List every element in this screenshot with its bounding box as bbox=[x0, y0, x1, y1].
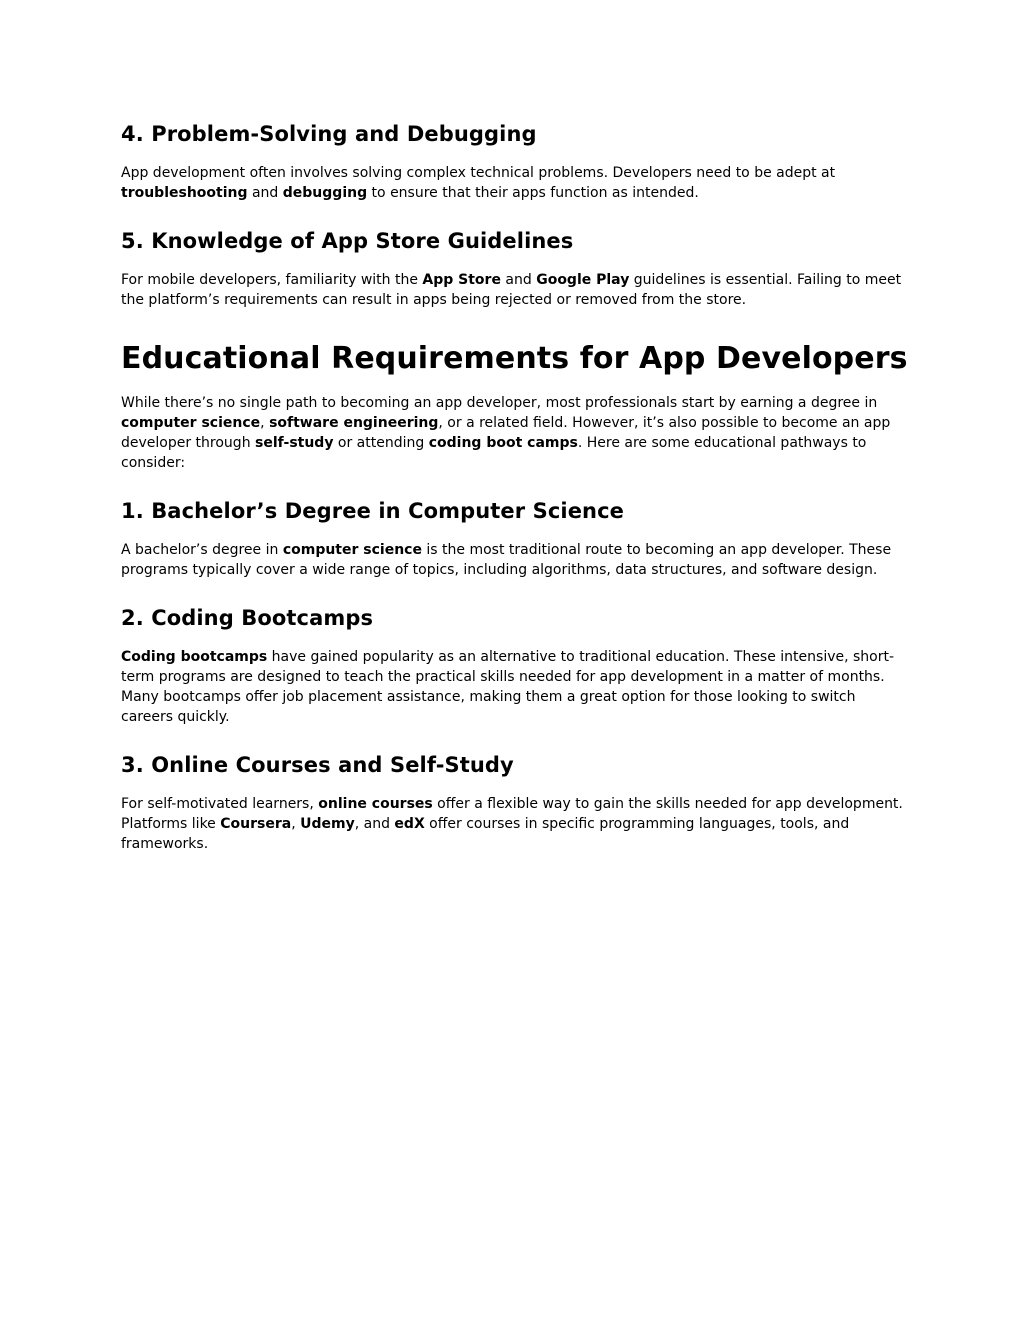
bold-coursera: Coursera bbox=[220, 816, 292, 832]
heading-problem-solving: 4. Problem-Solving and Debugging bbox=[121, 122, 537, 146]
paragraph-online-courses: For self-motivated learners, online courses offer a flexible way to gain the skills needed for app development. Platforms like Coursera, Udemy, and edX offer courses in specific programming languages, tools, and frameworks. bbox=[121, 796, 903, 852]
bold-coding-boot-camps: coding boot camps bbox=[428, 435, 578, 451]
heading-coding-bootcamps: 2. Coding Bootcamps bbox=[121, 606, 374, 630]
paragraph-bachelors-degree: A bachelor’s degree in computer science is the most traditional route to becoming an app developer. These programs typically cover a wide range of topics, including algorithms, data structures, and software design. bbox=[121, 542, 892, 578]
bold-edx: edX bbox=[394, 816, 425, 832]
heading-bachelors-degree: 1. Bachelor’s Degree in Computer Science bbox=[121, 499, 624, 523]
paragraph-coding-bootcamps: Coding bootcamps have gained popularity as an alternative to traditional education. These intensive, short-term programs are designed to teach the practical skills needed for app development in a matter of months. Many bootcamps offer job placement assistance, making them a great option for those looking to switch careers quickly. bbox=[121, 649, 895, 725]
bold-udemy: Udemy bbox=[300, 816, 355, 832]
heading-app-store-guidelines: 5. Knowledge of App Store Guidelines bbox=[121, 229, 574, 253]
heading-educational-requirements: Educational Requirements for App Developers bbox=[121, 341, 908, 376]
paragraph-problem-solving: App development often involves solving complex technical problems. Developers need to be adept at troubleshooting and debugging to ensure that their apps function as intended. bbox=[121, 165, 836, 201]
paragraph-educational-requirements: While there’s no single path to becoming an app developer, most professionals start by earning a degree in computer science, software engineering, or a related field. However, it’s also possible to become an app developer through self-study or attending coding boot camps. Here are some educational pathways to consider: bbox=[121, 395, 891, 471]
bold-troubleshooting: troubleshooting bbox=[121, 185, 248, 201]
bold-google-play: Google Play bbox=[536, 272, 630, 288]
bold-computer-science: computer science bbox=[121, 415, 261, 431]
paragraph-app-store-guidelines: For mobile developers, familiarity with the App Store and Google Play guidelines is essential. Failing to meet the platform’s requirements can result in apps being rejected or removed from the store. bbox=[121, 272, 902, 308]
bold-self-study: self-study bbox=[255, 435, 334, 451]
bold-software-engineering: software engineering bbox=[269, 415, 439, 431]
bold-computer-science: computer science bbox=[282, 542, 422, 558]
heading-online-courses: 3. Online Courses and Self-Study bbox=[121, 753, 514, 777]
bold-debugging: debugging bbox=[282, 185, 368, 201]
bold-app-store: App Store bbox=[422, 272, 501, 288]
bold-online-courses: online courses bbox=[318, 796, 433, 812]
bold-coding-bootcamps: Coding bootcamps bbox=[121, 649, 268, 665]
